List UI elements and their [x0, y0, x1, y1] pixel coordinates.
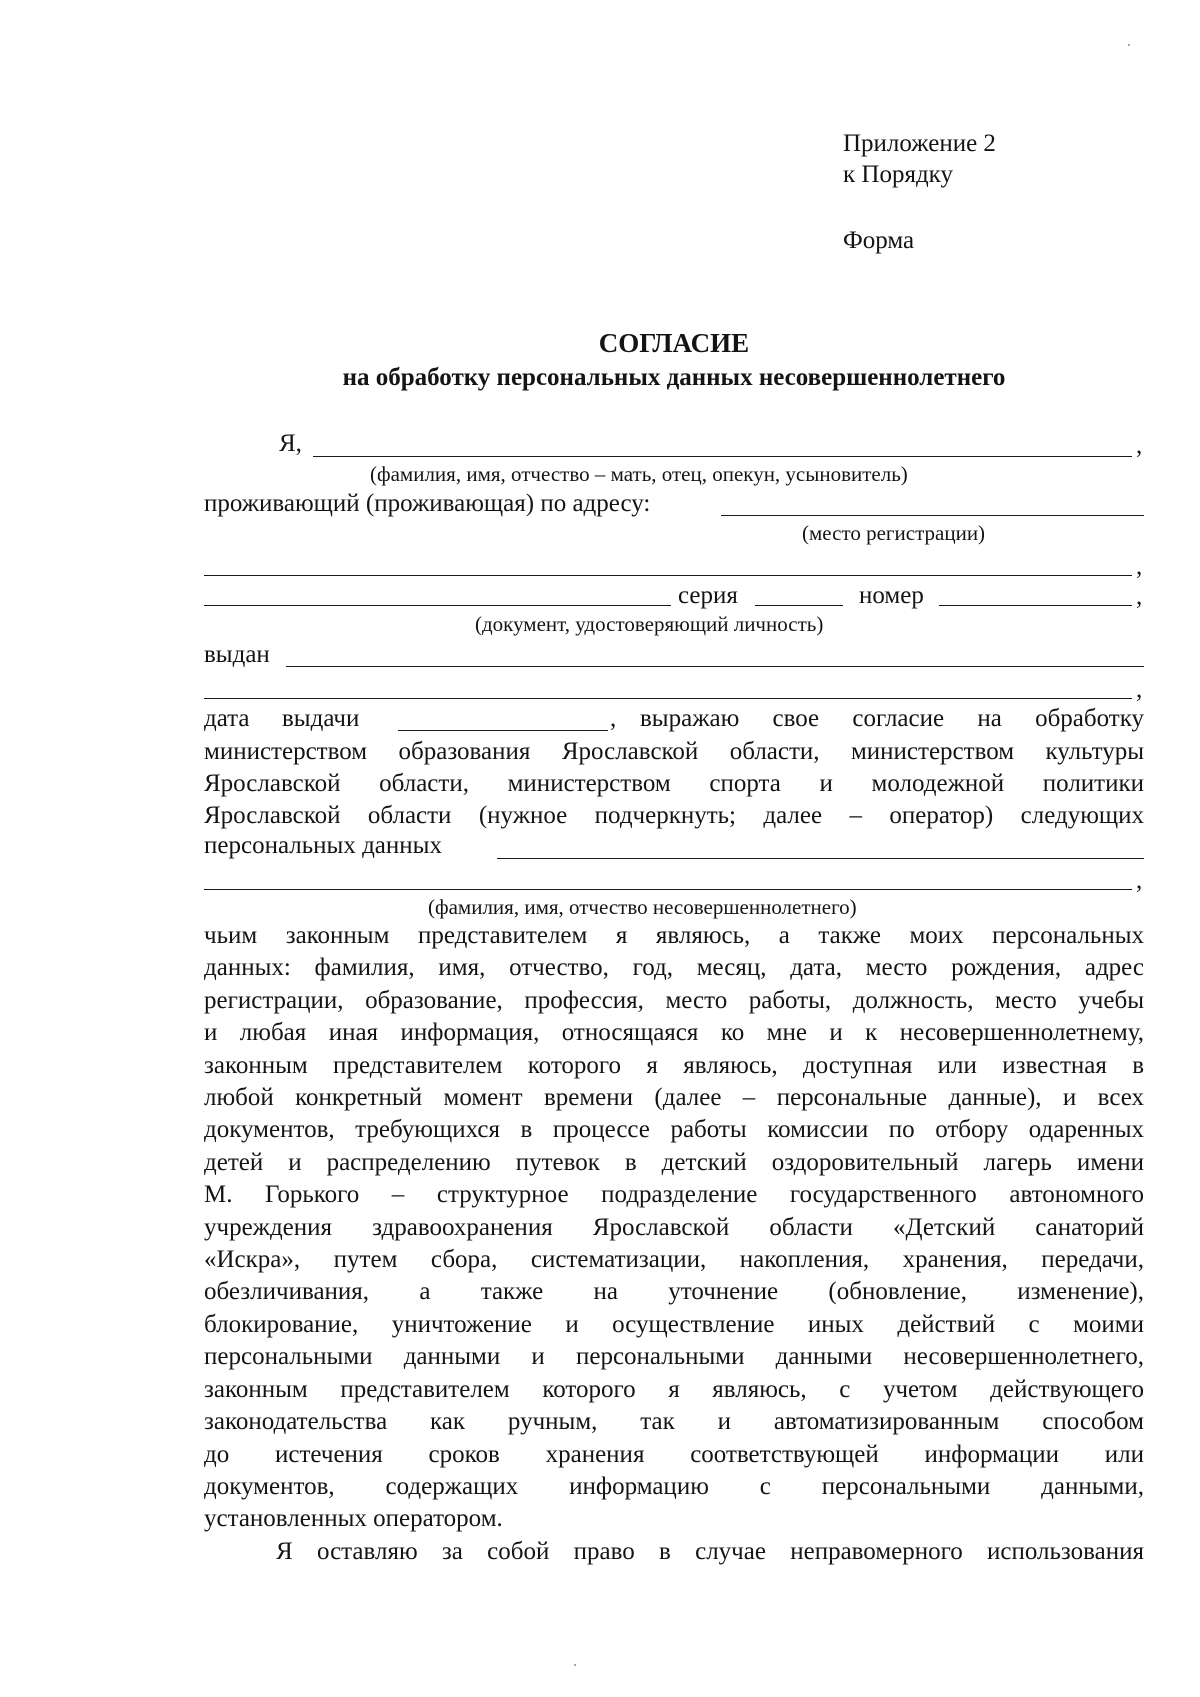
comma: , — [610, 705, 617, 732]
consent-body — [204, 920, 1144, 1568]
document-title: СОГЛАСИЕ — [598, 328, 750, 358]
body-line: любой конкретный момент времени (далее – персональные данные), и всех — [204, 1084, 1144, 1112]
body-line: законным представителем которого я являюсь, с учетом действующего — [204, 1375, 1144, 1403]
comma: , — [1136, 432, 1143, 459]
address-field-line2[interactable] — [204, 575, 1132, 576]
appendix-reference: к Порядку — [843, 161, 953, 188]
body-line: «Искра», путем сбора, систематизации, накопления, хранения, передачи, — [204, 1246, 1144, 1274]
form-label: Форма — [843, 227, 915, 254]
body-line: обезличивания, а также на уточнение (обновление, изменение), — [204, 1278, 1144, 1306]
body-line: до истечения сроков хранения соответствующей информации или — [204, 1440, 1144, 1468]
document-subtitle: на обработку персональных данных несовершеннолетнего — [342, 364, 1006, 391]
body-line: законным представителем которого я являюсь, доступная или известная в — [204, 1051, 1144, 1079]
address-label: проживающий (проживающая) по адресу: — [204, 490, 651, 517]
minor-name-caption: (фамилия, имя, отчество несовершеннолетнего) — [428, 895, 857, 919]
body-line: регистрации, образование, профессия, место работы, должность, место учебы — [204, 986, 1144, 1014]
body-line: установленных оператором. — [204, 1505, 503, 1533]
body-line: учреждения здравоохранения Ярославской области «Детский санаторий — [204, 1213, 1144, 1241]
minor-data-field[interactable] — [497, 858, 1144, 859]
consent-line-1: министерством образования Ярославской области, министерством культуры — [204, 738, 1144, 765]
minor-name-field[interactable] — [204, 889, 1132, 890]
series-field[interactable] — [755, 605, 843, 606]
issue-date-word1: дата — [204, 705, 250, 732]
comma: , — [1136, 583, 1143, 610]
issue-date-word2: выдачи — [282, 705, 360, 732]
document-caption: (документ, удостоверяющий личность) — [475, 612, 824, 636]
comma: , — [1136, 676, 1143, 703]
address-field[interactable] — [721, 515, 1144, 516]
parent-name-field[interactable] — [313, 456, 1132, 457]
body-line: документов, требующихся в процессе работы комиссии по отбору одаренных — [204, 1116, 1144, 1144]
comma: , — [1136, 553, 1143, 580]
scan-speck — [1128, 44, 1130, 46]
consent-line-3: Ярославской области (нужное подчеркнуть; далее – оператор) следующих — [204, 802, 1144, 829]
body-line: детей и распределению путевок в детский оздоровительный лагерь имени — [204, 1148, 1144, 1176]
comma: , — [1136, 867, 1143, 894]
issue-date-field[interactable] — [398, 730, 608, 731]
series-label: серия — [678, 582, 738, 609]
body-line: данных: фамилия, имя, отчество, год, месяц, дата, место рождения, адрес — [204, 954, 1144, 982]
consent-line-0: выражаю свое согласие на обработку — [640, 705, 1144, 732]
issued-by-field-line2[interactable] — [204, 698, 1132, 699]
issued-label: выдан — [204, 641, 270, 668]
appendix-number: Приложение 2 — [843, 130, 996, 157]
body-line: чьим законным представителем я являюсь, а также моих персональных — [204, 922, 1144, 949]
consent-line-2: Ярославской области, министерством спорта и молодежной политики — [204, 770, 1144, 797]
document-type-field[interactable] — [204, 605, 671, 606]
number-label: номер — [859, 582, 924, 609]
body-line: персональными данными и персональными данными несовершеннолетнего, — [204, 1343, 1144, 1371]
body-line: документов, содержащих информацию с персональными данными, — [204, 1472, 1144, 1500]
i-label: Я, — [279, 430, 302, 457]
number-field[interactable] — [939, 605, 1132, 606]
body-line: и любая иная информация, относящаяся ко мне и к несовершеннолетнему, — [204, 1019, 1144, 1047]
body-line: блокирование, уничтожение и осуществление иных действий с моими — [204, 1310, 1144, 1338]
parent-name-caption: (фамилия, имя, отчество – мать, отец, опекун, усыновитель) — [370, 462, 908, 486]
body-line: законодательства как ручным, так и автоматизированным способом — [204, 1408, 1144, 1436]
body-line: М. Горького – структурное подразделение государственного автономного — [204, 1181, 1144, 1209]
scan-speck — [574, 1664, 576, 1666]
issued-by-field[interactable] — [286, 666, 1144, 667]
consent-line-4: персональных данных — [204, 832, 442, 859]
registration-caption: (место регистрации) — [802, 521, 986, 545]
last-paragraph: Я оставляю за собой право в случае неправомерного использования — [276, 1537, 1144, 1565]
